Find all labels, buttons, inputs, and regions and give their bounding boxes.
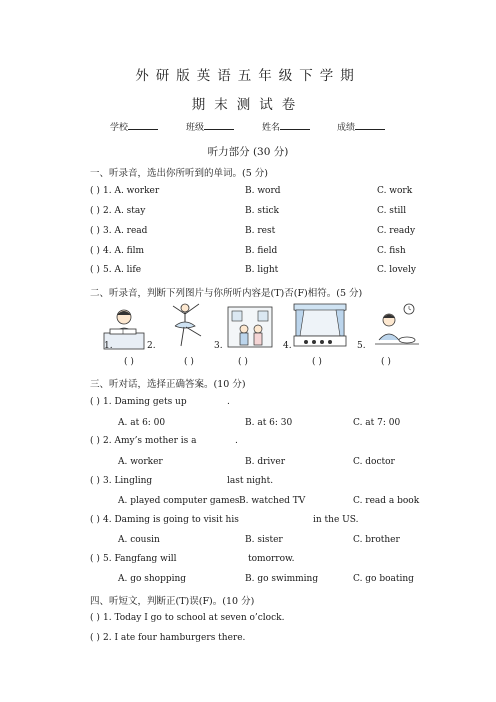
option-a: A. worker — [118, 457, 163, 467]
section4-heading: 四、听短文，判断正(T)误(F)。(10 分) — [90, 596, 255, 607]
option-c: C. at 7: 00 — [353, 418, 401, 428]
option-c: C. work — [377, 186, 413, 196]
answer-paren[interactable]: ( ) — [90, 397, 100, 407]
page-subtitle: 期末测试卷 — [191, 97, 305, 113]
option-b: B. light — [245, 265, 279, 275]
picture-children-building — [226, 303, 274, 349]
option-c: C. fish — [377, 246, 406, 256]
question-tail: in the US. — [313, 515, 359, 525]
answer-paren[interactable]: ( ) — [184, 357, 194, 367]
answer-paren[interactable]: ( ) — [90, 515, 100, 525]
option-b: B. at 6: 30 — [245, 418, 293, 428]
answer-paren[interactable]: ( ) — [90, 436, 100, 446]
option-b: B. rest — [245, 226, 276, 236]
answer-paren[interactable]: ( ) — [90, 265, 100, 275]
option-b: B. field — [245, 246, 278, 256]
picture-theatre-stage — [292, 302, 348, 348]
statement-text: 1. Today I go to school at seven o’clock. — [103, 613, 285, 623]
option-a: 1. A. worker — [103, 186, 160, 196]
option-a: A. go shopping — [118, 574, 187, 584]
question-tail: last night. — [227, 476, 274, 486]
option-c: C. go boating — [353, 574, 414, 584]
question-text: 1. Daming gets up — [103, 397, 187, 407]
answer-paren[interactable]: ( ) — [90, 633, 100, 643]
option-a: 2. A. stay — [103, 206, 146, 216]
option-c: C. lovely — [377, 265, 416, 275]
answer-paren[interactable]: ( ) — [90, 186, 100, 196]
answer-paren[interactable]: ( ) — [90, 206, 100, 216]
question-text: 2. Amy’s mother is a — [103, 436, 197, 446]
answer-paren[interactable]: ( ) — [90, 554, 100, 564]
name-label: 姓名 — [262, 122, 281, 132]
page-title: 外研版英语五年级下学期 — [135, 68, 361, 84]
option-c: C. brother — [353, 535, 400, 545]
picture-number: 2. — [147, 341, 156, 351]
question-tail: . — [235, 436, 238, 446]
picture-number: 3. — [214, 341, 223, 351]
name-field[interactable] — [262, 119, 310, 133]
option-a: A. cousin — [118, 535, 160, 545]
option-b: B. word — [245, 186, 281, 196]
option-c: C. doctor — [353, 457, 395, 467]
answer-paren[interactable]: ( ) — [90, 613, 100, 623]
option-b: B. driver — [245, 457, 285, 467]
statement-text: 2. I ate four hamburgers there. — [103, 633, 246, 643]
picture-number: 4. — [283, 341, 292, 351]
option-a: A. played computer games — [118, 496, 240, 506]
option-a: 3. A. read — [103, 226, 148, 236]
school-label: 学校 — [110, 122, 129, 132]
option-a: A. at 6: 00 — [118, 418, 166, 428]
school-field[interactable] — [110, 119, 158, 133]
section2-heading: 二、听录音，判断下列图片与你所听内容是(T)否(F)相符。(5 分) — [90, 288, 363, 299]
picture-boy-eating-clock — [373, 302, 421, 350]
question-text: 3. Lingling — [103, 476, 153, 486]
answer-paren[interactable]: ( ) — [90, 476, 100, 486]
score-field[interactable] — [337, 119, 385, 133]
option-b: B. stick — [245, 206, 279, 216]
question-text: 5. Fangfang will — [103, 554, 177, 564]
answer-paren[interactable]: ( ) — [90, 226, 100, 236]
class-blank[interactable] — [204, 119, 234, 130]
class-label: 班级 — [186, 122, 205, 132]
answer-paren[interactable]: ( ) — [124, 357, 134, 367]
option-a: 5. A. life — [103, 265, 142, 275]
option-b: B. sister — [245, 535, 283, 545]
answer-paren[interactable]: ( ) — [90, 246, 100, 256]
picture-number: 5. — [357, 341, 366, 351]
school-blank[interactable] — [128, 119, 158, 130]
answer-paren[interactable]: ( ) — [381, 357, 391, 367]
option-c: C. still — [377, 206, 407, 216]
section3-heading: 三、听对话，选择正确答案。(10 分) — [90, 379, 246, 390]
picture-number: 1. — [104, 341, 113, 351]
score-label: 成绩 — [337, 122, 356, 132]
option-a: 4. A. film — [103, 246, 145, 256]
option-c: C. ready — [377, 226, 416, 236]
name-blank[interactable] — [280, 119, 310, 130]
answer-paren[interactable]: ( ) — [312, 357, 322, 367]
listening-part-heading: 听力部分 (30 分) — [207, 146, 289, 158]
section1-heading: 一、听录音，选出你所听到的单词。(5 分) — [90, 168, 268, 179]
option-b: B. go swimming — [245, 574, 319, 584]
question-tail: . — [227, 397, 230, 407]
option-c: C. read a book — [353, 496, 420, 506]
answer-paren[interactable]: ( ) — [238, 357, 248, 367]
class-field[interactable] — [186, 119, 234, 133]
question-text: 4. Daming is going to visit his — [103, 515, 239, 525]
score-blank[interactable] — [355, 119, 385, 130]
picture-ballet-dancer — [165, 300, 207, 348]
option-b: B. watched TV — [239, 496, 306, 506]
question-tail: tomorrow. — [248, 554, 295, 564]
